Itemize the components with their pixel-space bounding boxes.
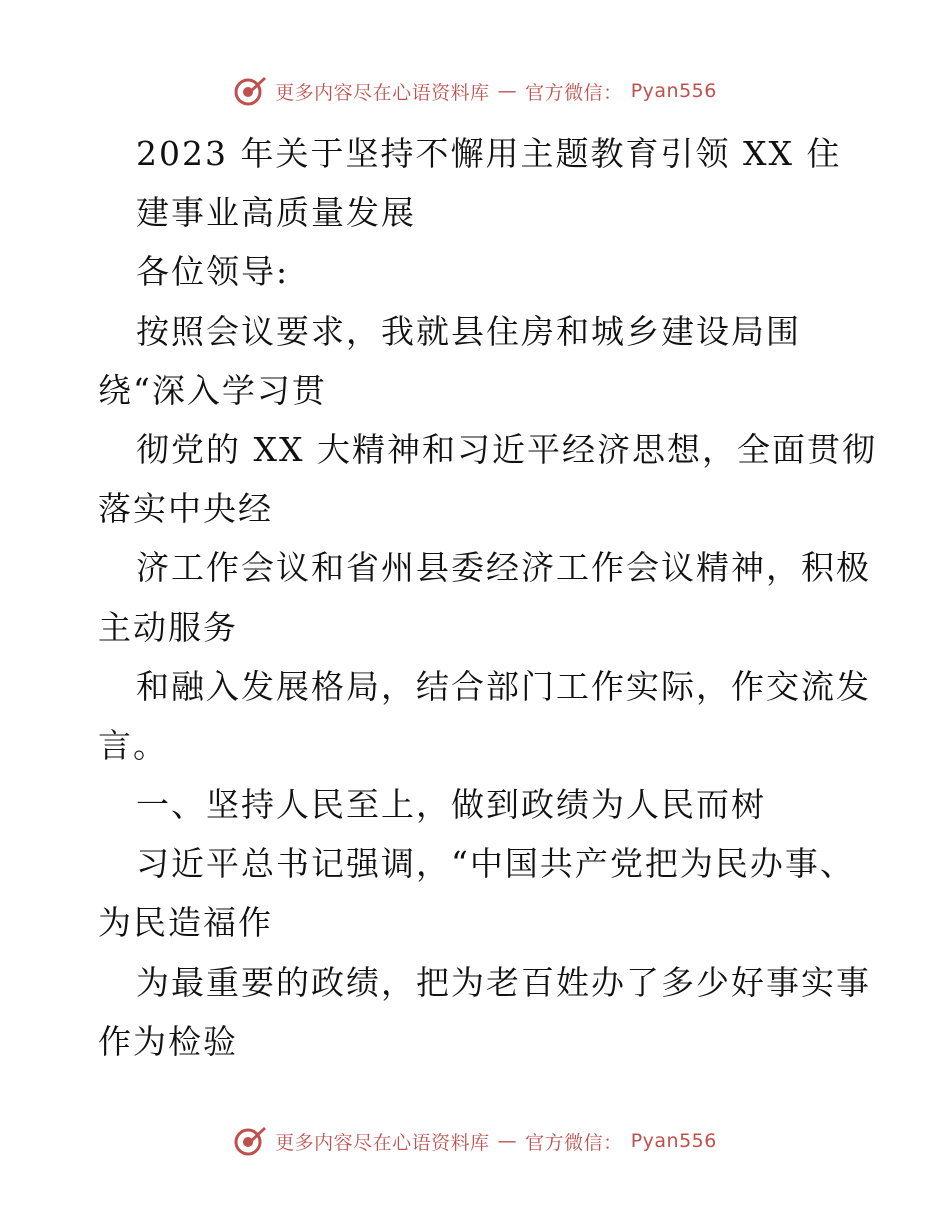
watermark-dash: —: [497, 1130, 518, 1152]
doc-line-1: 2023 年关于坚持不懈用主题教育引领 XX 住: [136, 134, 842, 173]
watermark-site-text: 更多内容尽在心语资料库: [275, 1131, 490, 1154]
doc-line-16: 作为检验: [98, 1021, 238, 1061]
watermark-wechat-id: Pyan556: [630, 80, 717, 102]
doc-line-6: 彻党的 XX 大精神和习近平经济思想，全面贯彻: [136, 429, 877, 469]
doc-line-4: 按照会议要求，我就县住房和城乡建设局围: [136, 311, 801, 351]
watermark-official-label: 官方微信：: [525, 1131, 623, 1154]
watermark-wechat-id: Pyan556: [630, 1130, 717, 1152]
doc-line-3: 各位领导:: [136, 252, 290, 292]
doc-line-8: 济工作会议和省州县委经济工作会议精神，积极: [136, 548, 871, 588]
doc-line-12: 一、坚持人民至上，做到政绩为人民而树: [136, 785, 766, 825]
doc-line-9: 主动服务: [98, 607, 238, 647]
header-watermark: [0, 74, 950, 108]
watermark-dash: —: [497, 80, 518, 102]
footer-watermark: [0, 1124, 950, 1158]
doc-line-5: 绕“深入学习贯: [98, 370, 327, 410]
doc-line-7: 落实中央经: [98, 489, 273, 529]
pen-logo-icon: [233, 74, 267, 108]
doc-line-10: 和融入发展格局，结合部门工作实际，作交流发: [136, 666, 871, 706]
document-body: [98, 124, 877, 1071]
watermark-official-label: 官方微信：: [525, 81, 623, 104]
pen-logo-icon: [233, 1124, 267, 1158]
watermark-site-text: 更多内容尽在心语资料库: [275, 81, 490, 104]
doc-line-15: 为最重要的政绩，把为老百姓办了多少好事实事: [136, 962, 871, 1002]
doc-line-2: 建事业高质量发展: [136, 193, 416, 233]
doc-line-14: 为民造福作: [98, 903, 273, 943]
doc-line-13: 习近平总书记强调，“中国共产党把为民办事、: [136, 844, 855, 884]
doc-line-11: 言。: [98, 725, 168, 765]
